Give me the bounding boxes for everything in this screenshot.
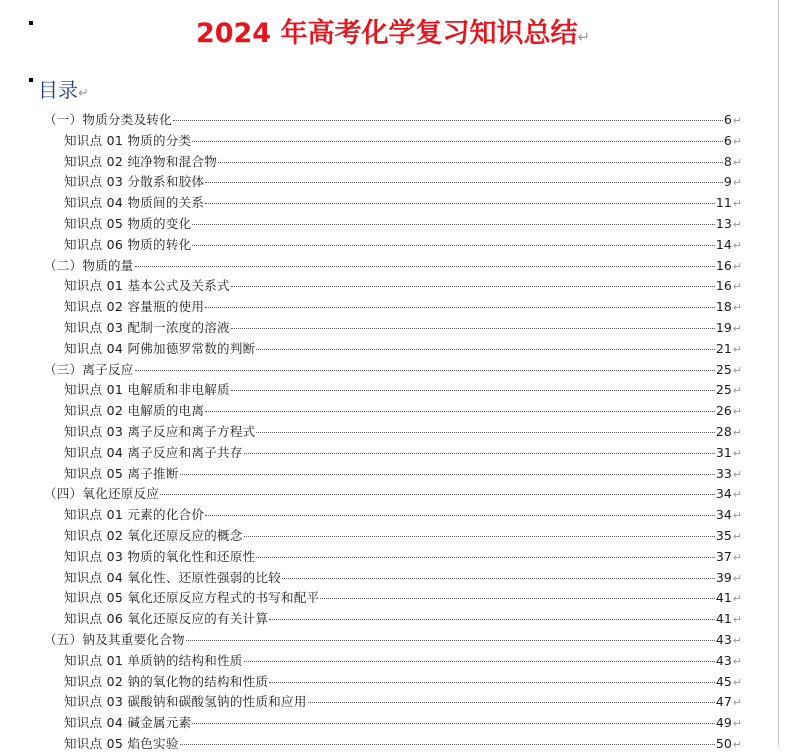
toc-section-entry[interactable] (64, 192, 742, 213)
toc-entry-label: （三）离子反应 (44, 361, 134, 377)
paragraph-mark-icon: ↵ (732, 405, 742, 419)
paragraph-mark-icon: ↵ (732, 259, 742, 273)
toc-page-number: 8 (723, 153, 732, 169)
toc-page-number: 33 (715, 465, 732, 481)
toc-section-entry[interactable] (64, 171, 742, 192)
toc-section-entry[interactable] (64, 130, 742, 151)
toc-heading (38, 78, 89, 106)
toc-dot-leader (160, 493, 715, 495)
paragraph-mark-icon: ↵ (732, 134, 742, 148)
toc-page-number: 39 (715, 569, 732, 585)
toc-section-entry[interactable] (64, 525, 742, 546)
paragraph-mark-icon: ↵ (732, 363, 742, 377)
toc-page-number: 9 (723, 174, 732, 190)
toc-page-number: 49 (715, 715, 732, 731)
toc-dot-leader (173, 119, 723, 121)
toc-dot-leader (231, 327, 715, 329)
toc-dot-leader (135, 369, 715, 371)
toc-dot-leader (180, 473, 715, 475)
toc-entry-label: 知识点 05 离子推断 (64, 465, 179, 481)
toc-dot-leader (135, 265, 715, 267)
paragraph-mark-icon: ↵ (732, 509, 742, 523)
page-right-edge (778, 0, 779, 745)
toc-dot-leader (308, 701, 715, 703)
toc-page-number: 41 (715, 590, 732, 606)
toc-dot-leader (256, 556, 714, 558)
toc-page-number: 34 (715, 507, 732, 523)
toc-section-entry[interactable] (64, 650, 742, 671)
toc-dot-leader (192, 722, 714, 724)
paragraph-mark-icon: ↵ (732, 717, 742, 731)
toc-dot-leader (269, 681, 715, 683)
toc-page-number: 47 (715, 694, 732, 710)
toc-page-number: 21 (715, 340, 732, 356)
toc-entry-label: 知识点 01 元素的化合价 (64, 507, 205, 523)
toc-section-entry[interactable] (64, 691, 742, 712)
paragraph-mark-icon: ↵ (732, 550, 742, 564)
toc-page-number: 14 (715, 236, 732, 252)
toc-entry-label: 知识点 01 物质的分类 (64, 132, 192, 148)
toc-page-number: 6 (723, 132, 732, 148)
paragraph-mark-icon: ↵ (732, 280, 742, 294)
toc-entry-label: 知识点 04 阿佛加德罗常数的判断 (64, 340, 256, 356)
paragraph-mark-icon: ↵ (732, 176, 742, 190)
toc-section-entry[interactable] (64, 421, 742, 442)
toc-section-entry[interactable] (64, 587, 742, 608)
toc-section-entry[interactable] (64, 504, 742, 525)
toc-section-entry[interactable] (64, 463, 742, 484)
toc-page-number: 50 (715, 736, 732, 751)
paragraph-mark-icon: ↵ (732, 696, 742, 710)
toc-page-number: 18 (715, 299, 732, 315)
paragraph-mark-icon: ↵ (732, 592, 742, 606)
toc-page-number: 16 (715, 257, 732, 273)
toc-entry-label: 知识点 04 离子反应和离子共存 (64, 444, 243, 460)
paragraph-mark-icon: ↵ (732, 530, 742, 543)
paragraph-mark-icon: ↵ (732, 675, 742, 689)
toc-heading-text: 目录 (38, 78, 78, 102)
toc-section-entry[interactable] (64, 567, 742, 588)
toc-page-number: 31 (715, 444, 732, 460)
toc-page-number: 34 (715, 486, 732, 502)
toc-entry-label: 知识点 04 碱金属元素 (64, 715, 192, 731)
paragraph-mark-icon: ↵ (732, 197, 742, 211)
toc-entry-label: 知识点 01 基本公式及关系式 (64, 278, 230, 294)
toc-dot-leader (256, 431, 714, 433)
toc-section-entry[interactable] (64, 234, 742, 255)
toc-dot-leader (192, 244, 714, 246)
toc-dot-leader (231, 285, 715, 287)
paragraph-mark-icon: ↵ (732, 634, 742, 647)
toc-entry-label: 知识点 02 纯净物和混合物 (64, 153, 218, 169)
toc-entry-label: 知识点 02 氧化还原反应的概念 (64, 528, 243, 543)
toc-section-entry[interactable] (64, 379, 742, 400)
paragraph-mark-icon: ↵ (732, 613, 742, 627)
toc-entry-label: 知识点 02 钠的氧化物的结构和性质 (64, 673, 269, 689)
toc-dot-leader (244, 535, 715, 537)
paragraph-anchor-handle[interactable] (29, 78, 33, 82)
toc-entry-label: 知识点 03 配制一浓度的溶液 (64, 320, 230, 335)
paragraph-mark-icon: ↵ (732, 342, 742, 356)
paragraph-mark-icon: ↵ (732, 654, 742, 668)
toc-dot-leader (205, 202, 715, 204)
toc-entry-label: 知识点 04 氧化性、还原性强弱的比较 (64, 569, 282, 585)
toc-section-entry[interactable] (64, 275, 742, 296)
toc-dot-leader (205, 410, 715, 412)
paragraph-mark-icon: ↵ (732, 738, 742, 751)
toc-entry-label: 知识点 05 焰色实验 (64, 736, 179, 751)
toc-page-number: 11 (715, 195, 732, 211)
toc-page-number: 6 (723, 112, 732, 127)
toc-dot-leader (218, 161, 723, 163)
toc-entry-label: 知识点 03 离子反应和离子方程式 (64, 424, 256, 439)
paragraph-mark-icon: ↵ (732, 446, 742, 460)
toc-chapter-entry[interactable] (44, 255, 742, 276)
toc-entry-label: （四）氧化还原反应 (44, 486, 160, 502)
toc-entry-label: 知识点 02 容量瓶的使用 (64, 299, 205, 315)
toc-entry-label: 知识点 04 物质间的关系 (64, 195, 205, 211)
toc-section-entry[interactable] (64, 442, 742, 463)
toc-entry-label: （二）物质的量 (44, 257, 134, 273)
toc-dot-leader (244, 452, 715, 454)
toc-section-entry[interactable] (64, 733, 742, 754)
toc-section-entry[interactable] (64, 546, 742, 567)
paragraph-mark-icon: ↵ (732, 322, 742, 335)
toc-dot-leader (231, 389, 715, 391)
toc-dot-leader (320, 597, 714, 599)
paragraph-mark-icon: ↵ (732, 114, 742, 127)
paragraph-mark-icon: ↵ (732, 467, 742, 481)
toc-section-entry[interactable] (64, 296, 742, 317)
paragraph-mark-icon: ↵ (732, 571, 742, 585)
toc-page-number: 25 (715, 382, 732, 398)
toc-page-number: 37 (715, 548, 732, 564)
toc-chapter-entry[interactable] (44, 483, 742, 504)
toc-dot-leader (192, 223, 714, 225)
toc-entry-label: （一）物质分类及转化 (44, 112, 173, 127)
toc-page-number: 26 (715, 403, 732, 419)
toc-dot-leader (269, 618, 715, 620)
toc-entry-label: 知识点 05 氧化还原反应方程式的书写和配平 (64, 590, 320, 606)
paragraph-mark-icon: ↵ (577, 28, 591, 46)
toc-section-entry[interactable] (64, 338, 742, 359)
paragraph-mark-icon: ↵ (732, 218, 742, 231)
toc-entry-label: 知识点 01 单质钠的结构和性质 (64, 652, 243, 668)
toc-entry-label: 知识点 01 电解质和非电解质 (64, 382, 230, 398)
toc-section-entry[interactable] (64, 151, 742, 172)
toc-chapter-entry[interactable] (44, 629, 742, 650)
toc-chapter-entry[interactable] (44, 109, 742, 130)
toc-page-number: 43 (715, 652, 732, 668)
toc-page-number: 19 (715, 320, 732, 335)
toc-entry-label: 知识点 06 氧化还原反应的有关计算 (64, 611, 269, 627)
toc-dot-leader (256, 348, 714, 350)
toc-chapter-entry[interactable] (44, 359, 742, 380)
toc-entry-label: 知识点 03 物质的氧化性和还原性 (64, 548, 256, 564)
paragraph-mark-icon: ↵ (732, 488, 742, 502)
toc-page-number: 35 (715, 528, 732, 543)
toc-section-entry[interactable] (64, 608, 742, 629)
toc-entry-label: 知识点 03 碳酸钠和碳酸氢钠的性质和应用 (64, 694, 307, 710)
paragraph-mark-icon: ↵ (732, 155, 742, 169)
toc-section-entry[interactable] (64, 317, 742, 338)
toc-page-number: 28 (715, 424, 732, 439)
toc-entry-label: 知识点 03 分散系和胶体 (64, 174, 205, 190)
paragraph-mark-icon: ↵ (732, 384, 742, 398)
paragraph-mark-icon: ↵ (732, 238, 742, 252)
paragraph-mark-icon: ↵ (732, 426, 742, 439)
toc-page-number: 16 (715, 278, 732, 294)
toc-entry-label: 知识点 02 电解质的电离 (64, 403, 205, 419)
toc-dot-leader (192, 140, 722, 142)
paragraph-mark-icon: ↵ (732, 301, 742, 315)
toc-section-entry[interactable] (64, 671, 742, 692)
toc-dot-leader (186, 639, 715, 641)
toc-page-number: 45 (715, 673, 732, 689)
document-title (0, 16, 786, 55)
toc-entry-label: （五）钠及其重要化合物 (44, 632, 185, 647)
toc-section-entry[interactable] (64, 400, 742, 421)
toc-page-number: 25 (715, 361, 732, 377)
toc-page-number: 41 (715, 611, 732, 627)
toc-dot-leader (282, 577, 715, 579)
toc-section-entry[interactable] (64, 213, 742, 234)
toc-dot-leader (244, 660, 715, 662)
toc-page-number: 43 (715, 632, 732, 647)
toc-dot-leader (205, 306, 715, 308)
toc-entry-label: 知识点 06 物质的转化 (64, 236, 192, 252)
toc-entry-label: 知识点 05 物质的变化 (64, 216, 192, 231)
toc-section-entry[interactable] (64, 712, 742, 733)
document-title-text: 2024 年高考化学复习知识总结 (195, 18, 578, 49)
toc-dot-leader (205, 514, 715, 516)
paragraph-mark-icon: ↵ (78, 86, 89, 101)
toc-page-number: 13 (715, 216, 732, 231)
toc-dot-leader (205, 181, 723, 183)
